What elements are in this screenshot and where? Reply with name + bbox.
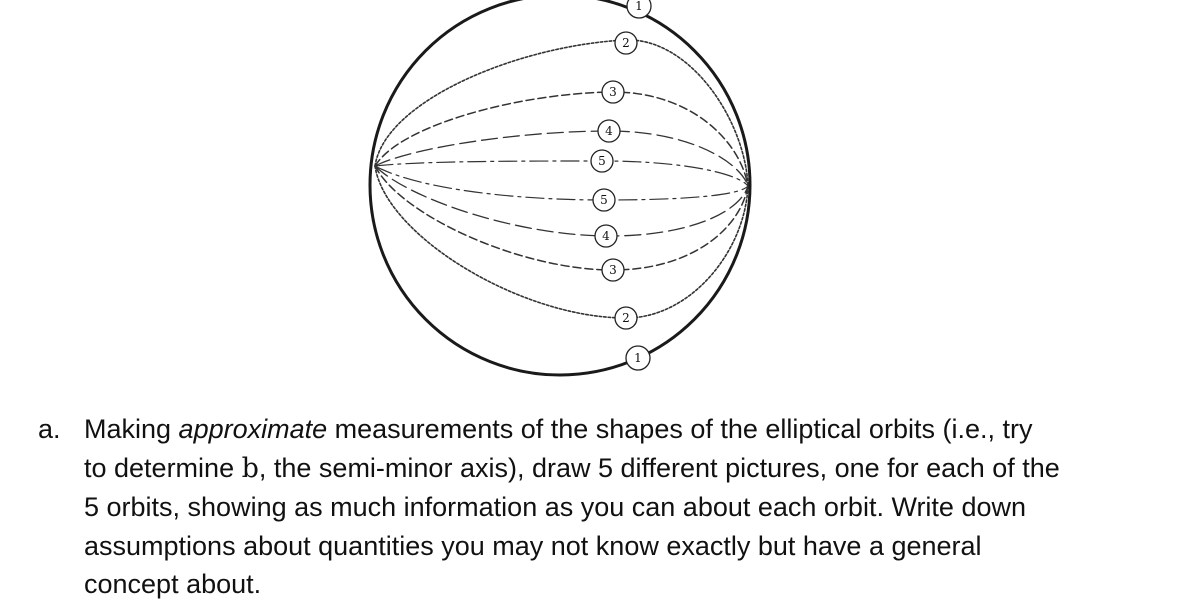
orbit-5 — [375, 161, 748, 186]
svg-text:5: 5 — [598, 154, 606, 168]
svg-text:4: 4 — [605, 124, 613, 138]
svg-text:1: 1 — [635, 0, 643, 13]
orbit-4 — [375, 131, 748, 186]
question-line-4: assumptions about quantities you may not know exactly but have a general — [84, 530, 982, 561]
orbit-marker-bottom-1 — [626, 346, 650, 370]
orbit-marker-bottom-5 — [593, 189, 615, 211]
emphasis-approximate: approximate — [178, 414, 328, 444]
svg-text:5: 5 — [600, 193, 608, 207]
orbit-marker-top-2 — [615, 32, 637, 54]
question-line-5: concept about. — [84, 569, 262, 599]
orbit-2 — [375, 166, 748, 318]
question-text — [84, 410, 1158, 604]
svg-text:3: 3 — [609, 263, 617, 277]
question-a — [38, 410, 1158, 604]
orbit-marker-bottom-3 — [602, 259, 624, 281]
symbol-b: b — [241, 452, 259, 484]
orbit-3 — [375, 166, 748, 270]
svg-text:2: 2 — [622, 311, 630, 325]
orbit-marker-top-5 — [591, 150, 613, 172]
orbit-marker-bottom-2 — [615, 307, 637, 329]
question-line-3: 5 orbits, showing as much information as you can about each orbit. Write down — [84, 492, 1026, 522]
orbit-3 — [375, 92, 748, 186]
question-label: a. — [38, 414, 61, 444]
orbit-marker-top-4 — [598, 120, 620, 142]
svg-text:3: 3 — [609, 85, 617, 99]
orbit-marker-top-3 — [602, 81, 624, 103]
orbit-1 — [370, 0, 750, 375]
orbit-4 — [375, 166, 748, 236]
orbit-marker-bottom-4 — [595, 225, 617, 247]
svg-text:2: 2 — [622, 36, 630, 50]
orbit-marker-top-1 — [627, 0, 651, 18]
orbit-5 — [375, 166, 748, 200]
question-line-1: Making approximate measurements of the shapes of the elliptical orbits (i.e., try — [84, 414, 1033, 444]
svg-text:4: 4 — [602, 229, 610, 243]
question-line-2: to determine b, the semi-minor axis), draw 5 different pictures, one for each of the — [84, 452, 1060, 484]
svg-text:1: 1 — [634, 351, 642, 365]
